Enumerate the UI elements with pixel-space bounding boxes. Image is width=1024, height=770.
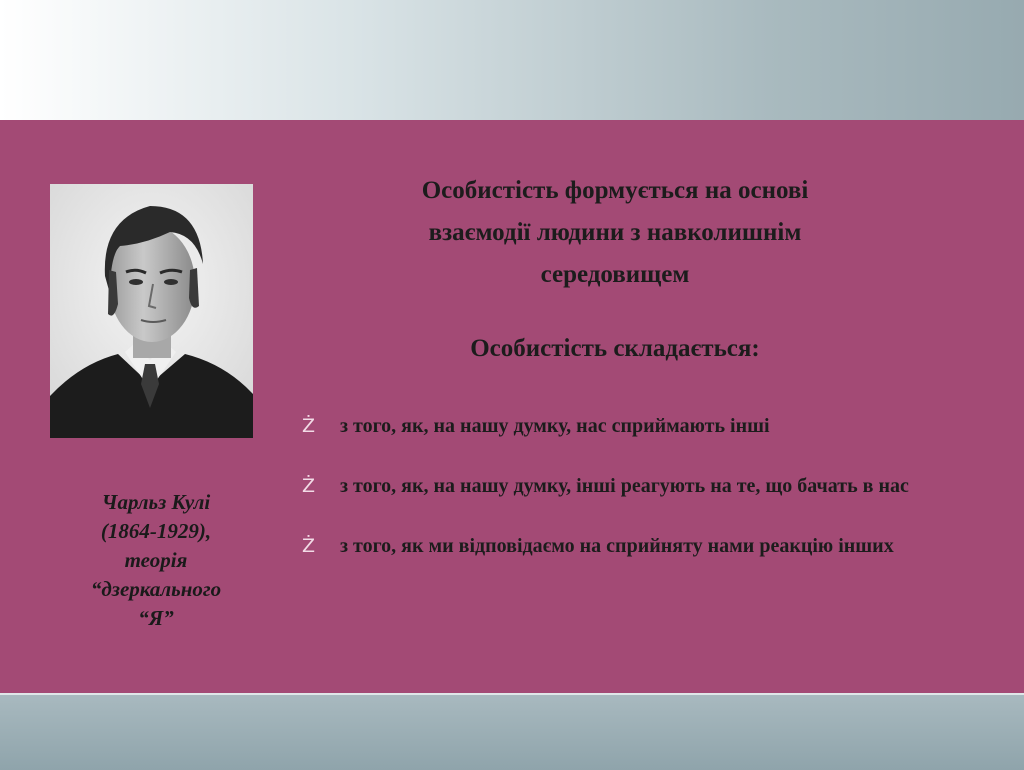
- bottom-band: [0, 693, 1024, 770]
- headline-line: середовищем: [540, 261, 690, 288]
- caption-name: Чарльз Кулі: [101, 490, 211, 514]
- caption-years: (1864-1929),: [100, 519, 212, 543]
- caption-theory: теорія: [124, 548, 188, 572]
- caption-mirror: “дзеркального: [90, 577, 222, 601]
- portrait-caption: [56, 488, 256, 633]
- bullet-item: [300, 531, 920, 561]
- slide-subheading: Особистість складається:: [470, 335, 760, 362]
- portrait-photo: [50, 184, 253, 438]
- bullet-text: з того, як, на нашу думку, нас сприймають інші: [340, 415, 770, 437]
- top-band: [0, 0, 1024, 120]
- headline-line: взаємодії людини з навколишнім: [428, 219, 802, 246]
- bullet-marker-icon: Ż: [302, 415, 316, 437]
- portrait-illustration: [50, 184, 253, 438]
- bullet-text: з того, як, на нашу думку, інші реагують на те, що бачать в нас: [340, 475, 909, 497]
- slide-headline: [300, 170, 930, 296]
- headline-line: Особистість формується на основі: [421, 177, 809, 204]
- bullet-item: [300, 471, 920, 501]
- bullet-text: з того, як ми відповідаємо на сприйняту нами реакцію інших: [340, 535, 894, 557]
- bullet-item: [300, 411, 920, 441]
- bullet-marker-icon: Ż: [302, 535, 316, 557]
- bullet-list: [300, 411, 920, 561]
- caption-self: “Я”: [138, 606, 174, 630]
- bullet-marker-icon: Ż: [302, 475, 316, 497]
